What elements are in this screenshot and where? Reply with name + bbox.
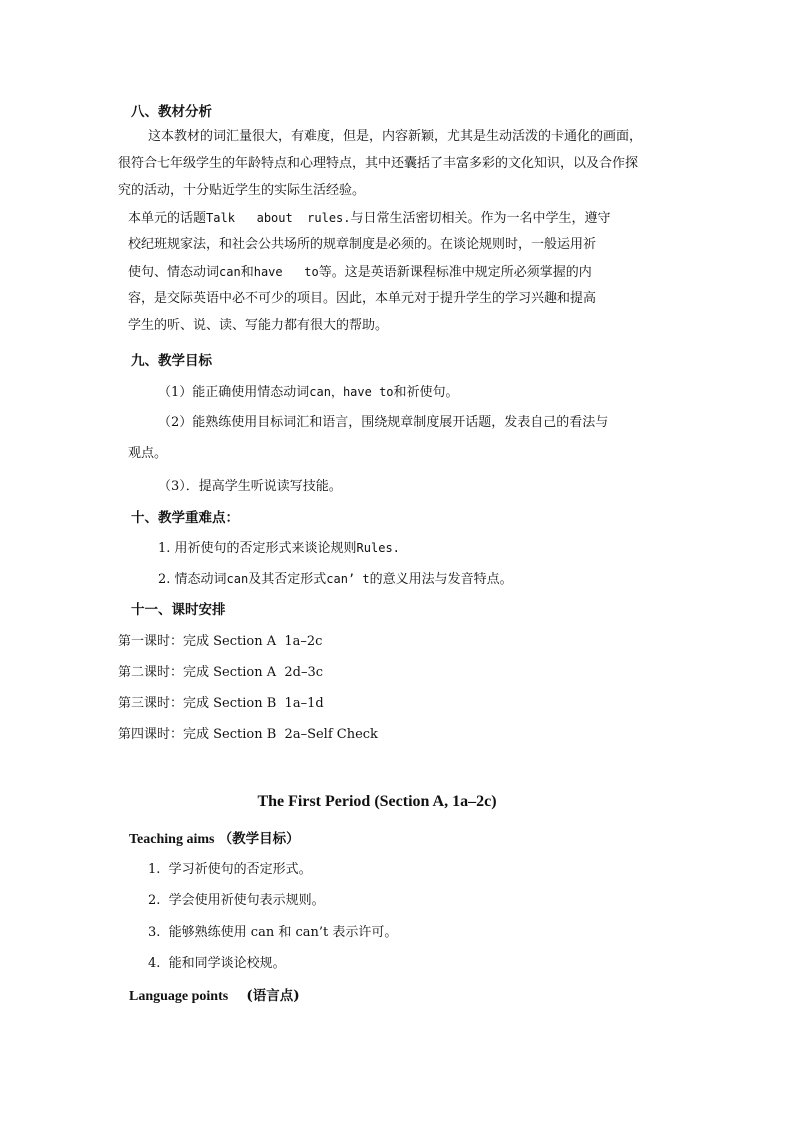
word-rules: Rules. (356, 541, 400, 555)
section-10-item1 (158, 539, 400, 558)
section-10-item2 (158, 570, 513, 589)
section-11-heading: 十一、课时安排 (131, 602, 226, 618)
word-can: can (226, 572, 249, 586)
aim-item-1: 1. 学习祈使句的否定形式。 (148, 862, 312, 877)
word-have-to: have to (253, 265, 319, 279)
language-points-cn: (语言点) (246, 988, 300, 1004)
teaching-aims-heading (129, 830, 300, 849)
schedule-item-1: 第一课时：完成 Section A 1a–2c (118, 634, 323, 649)
text-segment: 本单元的话题 (128, 211, 207, 226)
schedule-item-2: 第二课时：完成 Section A 2d–3c (118, 665, 324, 680)
schedule-item-4: 第四课时：完成 Section B 2a–Self Check (118, 727, 378, 742)
words-can-have-to: can，have to (309, 385, 394, 399)
section-9-item2-cont: 观点。 (128, 446, 168, 461)
section-9-item2: （2）能熟练使用目标词汇和语言，围绕规章制度展开话题，发表自己的看法与 (158, 415, 609, 430)
text-segment: 及其否定形式 (248, 572, 327, 587)
language-points-label: Language points (129, 989, 229, 1004)
text-segment: 的意义用法与发音特点。 (369, 572, 513, 587)
section-9-item3: （3）．提高学生听说读写技能。 (158, 479, 342, 494)
text-segment: 和 (240, 265, 254, 280)
section-8-para1-line3: 究的活动，十分贴近学生的实际生活经验。 (118, 183, 366, 198)
section-8-para2-line3 (128, 263, 592, 282)
aim-item-2: 2. 学会使用祈使句表示规则。 (148, 893, 325, 908)
aim-item-4: 4. 能和同学谈论校规。 (148, 956, 286, 971)
text-segment: 和祈使句。 (393, 385, 459, 400)
word-can: can (219, 265, 241, 279)
aim-item-3: 3. 能够熟练使用 can 和 can’t 表示许可。 (148, 925, 398, 940)
section-8-para1-line2: 很符合七年级学生的年龄特点和心理特点，其中还囊括了丰富多彩的文化知识，以及合作探 (118, 156, 639, 171)
schedule-item-3: 第三课时：完成 Section B 1a–1d (118, 696, 324, 711)
section-8-para2-line5: 学生的听、说、读、写能力都有很大的帮助。 (128, 318, 389, 333)
language-points-heading (129, 987, 300, 1006)
text-segment: （1）能正确使用情态动词 (158, 385, 310, 400)
text-segment: 与日常生活密切相关。作为一名中学生，遵守 (350, 211, 611, 226)
text-segment: 使句、情态动词 (128, 265, 220, 280)
word-cant: can’ t (326, 572, 370, 586)
section-10-heading: 十、教学重难点： (131, 510, 239, 526)
section-8-para2-line1 (128, 209, 611, 228)
teaching-aims-label: Teaching aims (129, 832, 215, 847)
section-8-para1-line1: 这本教材的词汇量很大，有难度，但是，内容新颖，尤其是生动活泼的卡通化的画面， (148, 129, 643, 144)
topic-english: Talk about rules. (206, 211, 351, 225)
text-segment: 2. 情态动词 (158, 572, 227, 587)
section-8-heading: 八、教材分析 (131, 104, 212, 120)
section-9-heading: 九、教学目标 (131, 353, 212, 369)
section-8-para2-line4: 容，是交际英语中必不可少的项目。因此，本单元对于提升学生的学习兴趣和提高 (128, 291, 597, 306)
text-segment: 1. 用祈使句的否定形式来谈论规则 (158, 541, 357, 556)
text-segment: 等。这是英语新课程标准中规定所必须掌握的内 (318, 265, 592, 280)
teaching-aims-cn: （教学目标） (218, 831, 300, 847)
section-9-item1 (158, 383, 459, 402)
section-8-para2-line2: 校纪班规家法，和社会公共场所的规章制度是必须的。在谈论规则时，一般运用祈 (128, 237, 597, 252)
period-title: The First Period (Section A, 1a–2c) (257, 793, 497, 810)
